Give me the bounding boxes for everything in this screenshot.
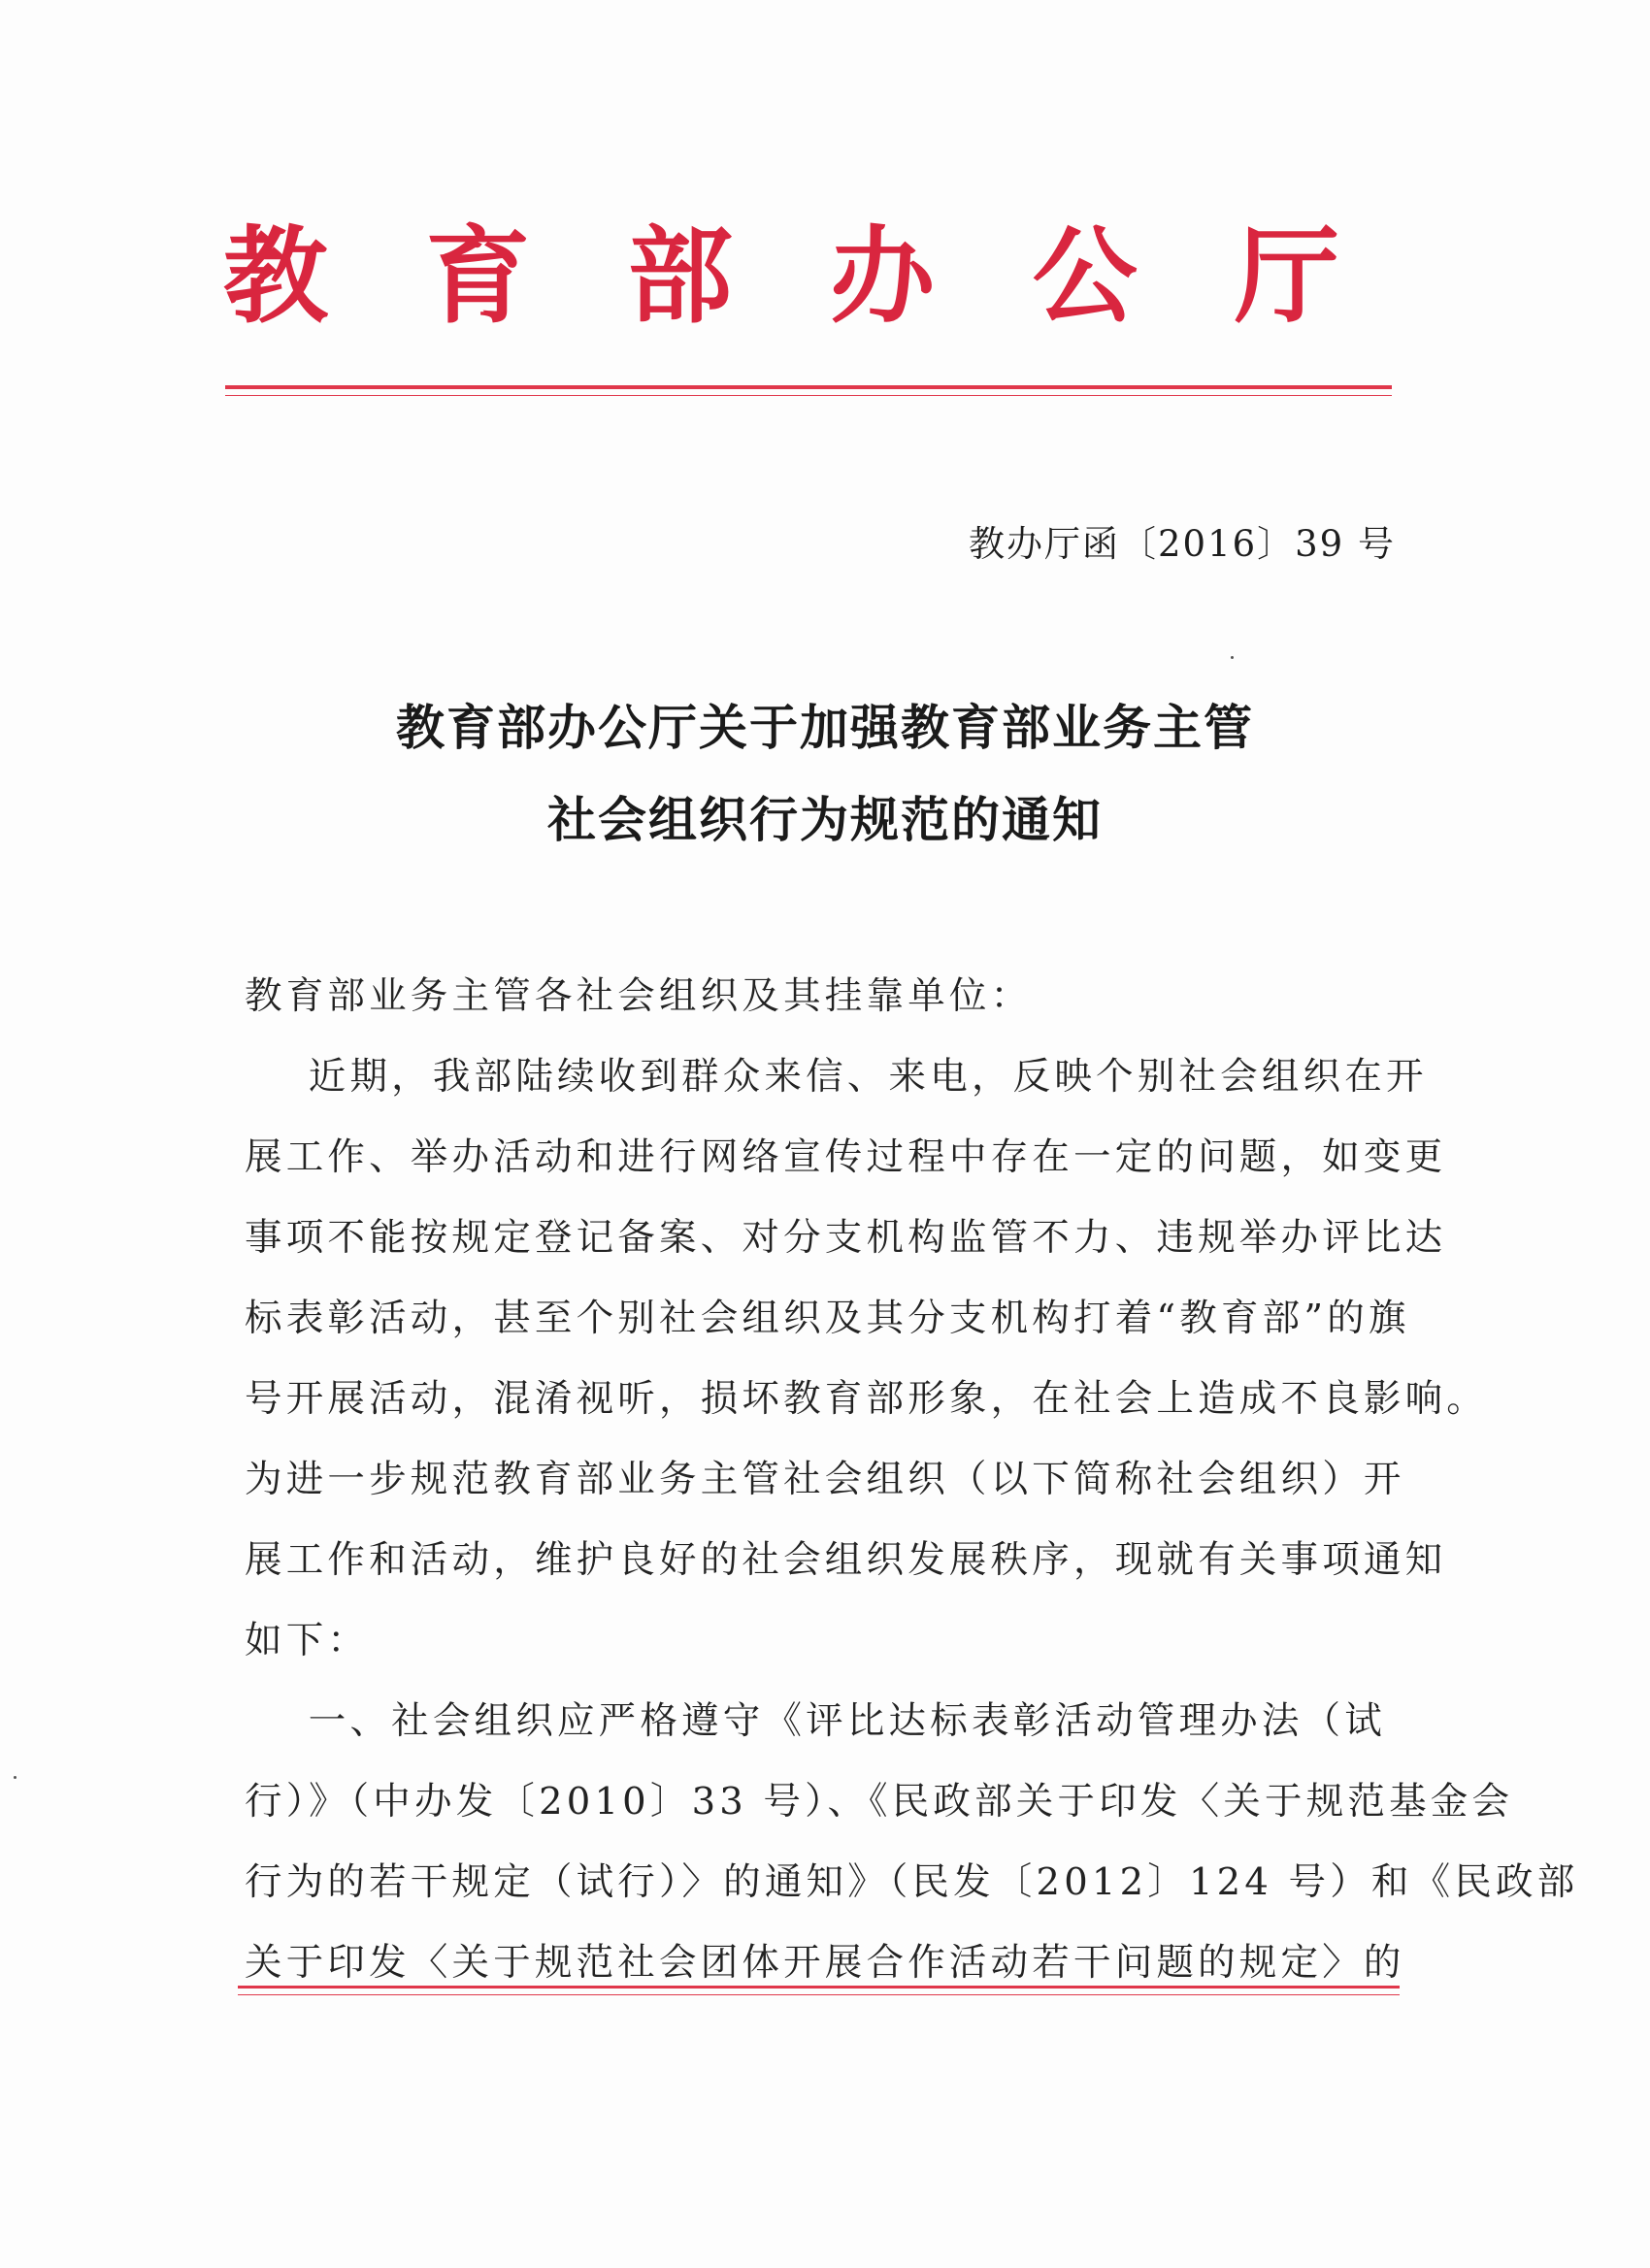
document-title-line-1: 教育部办公厅关于加强教育部业务主管 [396, 700, 1254, 756]
body-line: 行为的若干规定（试行）〉的通知》（民发〔2012〕124 号）和《民政部 [245, 1860, 1579, 1904]
body-line: 展工作、举办活动和进行网络宣传过程中存在一定的问题，如变更 [245, 1135, 1447, 1179]
body-line: 标表彰活动，甚至个别社会组织及其分支机构打着“教育部”的旗 [245, 1297, 1410, 1340]
document-body [245, 956, 1579, 2003]
body-line: 号开展活动，混淆视听，损坏教育部形象，在社会上造成不良影响。 [245, 1377, 1489, 1421]
letterhead-rule-thick [225, 385, 1392, 389]
body-line: 行）》（中办发〔2010〕33 号）、《民政部关于印发〈关于规范基金会 [245, 1780, 1514, 1824]
letterhead-title [223, 215, 1339, 338]
footer-rule-thick [238, 1986, 1400, 1989]
body-line: 如下： [245, 1619, 370, 1662]
body-line: 事项不能按规定登记备案、对分支机构监管不力、违规举办评比达 [245, 1216, 1447, 1260]
letterhead-char: 办 [830, 215, 936, 338]
body-line: 一、社会组织应严格遵守《评比达标表彰活动管理办法（试 [245, 1699, 1386, 1743]
letterhead-char: 部 [627, 215, 733, 338]
letterhead-char: 育 [425, 215, 531, 338]
body-line: 展工作和活动，维护良好的社会组织发展秩序，现就有关事项通知 [245, 1538, 1447, 1582]
footer-rule-thin [238, 1994, 1400, 1995]
document-number: 教办厅函〔2016〕39 号 [968, 523, 1396, 565]
document-title-line-2: 社会组织行为规范的通知 [547, 792, 1103, 848]
scan-speck [1231, 656, 1234, 659]
letterhead-char: 厅 [1234, 215, 1339, 338]
body-line: 关于印发〈关于规范社会团体开展合作活动若干问题的规定〉的 [245, 1941, 1405, 1985]
letterhead-char: 公 [1032, 215, 1138, 338]
body-line: 教育部业务主管各社会组织及其挂靠单位： [245, 974, 1033, 1018]
scan-speck [14, 1776, 16, 1779]
body-line: 为进一步规范教育部业务主管社会组织（以下简称社会组织）开 [245, 1458, 1405, 1501]
letterhead-rule-thin [225, 395, 1392, 396]
body-line: 近期，我部陆续收到群众来信、来电，反映个别社会组织在开 [245, 1055, 1428, 1099]
letterhead-char: 教 [223, 215, 329, 338]
